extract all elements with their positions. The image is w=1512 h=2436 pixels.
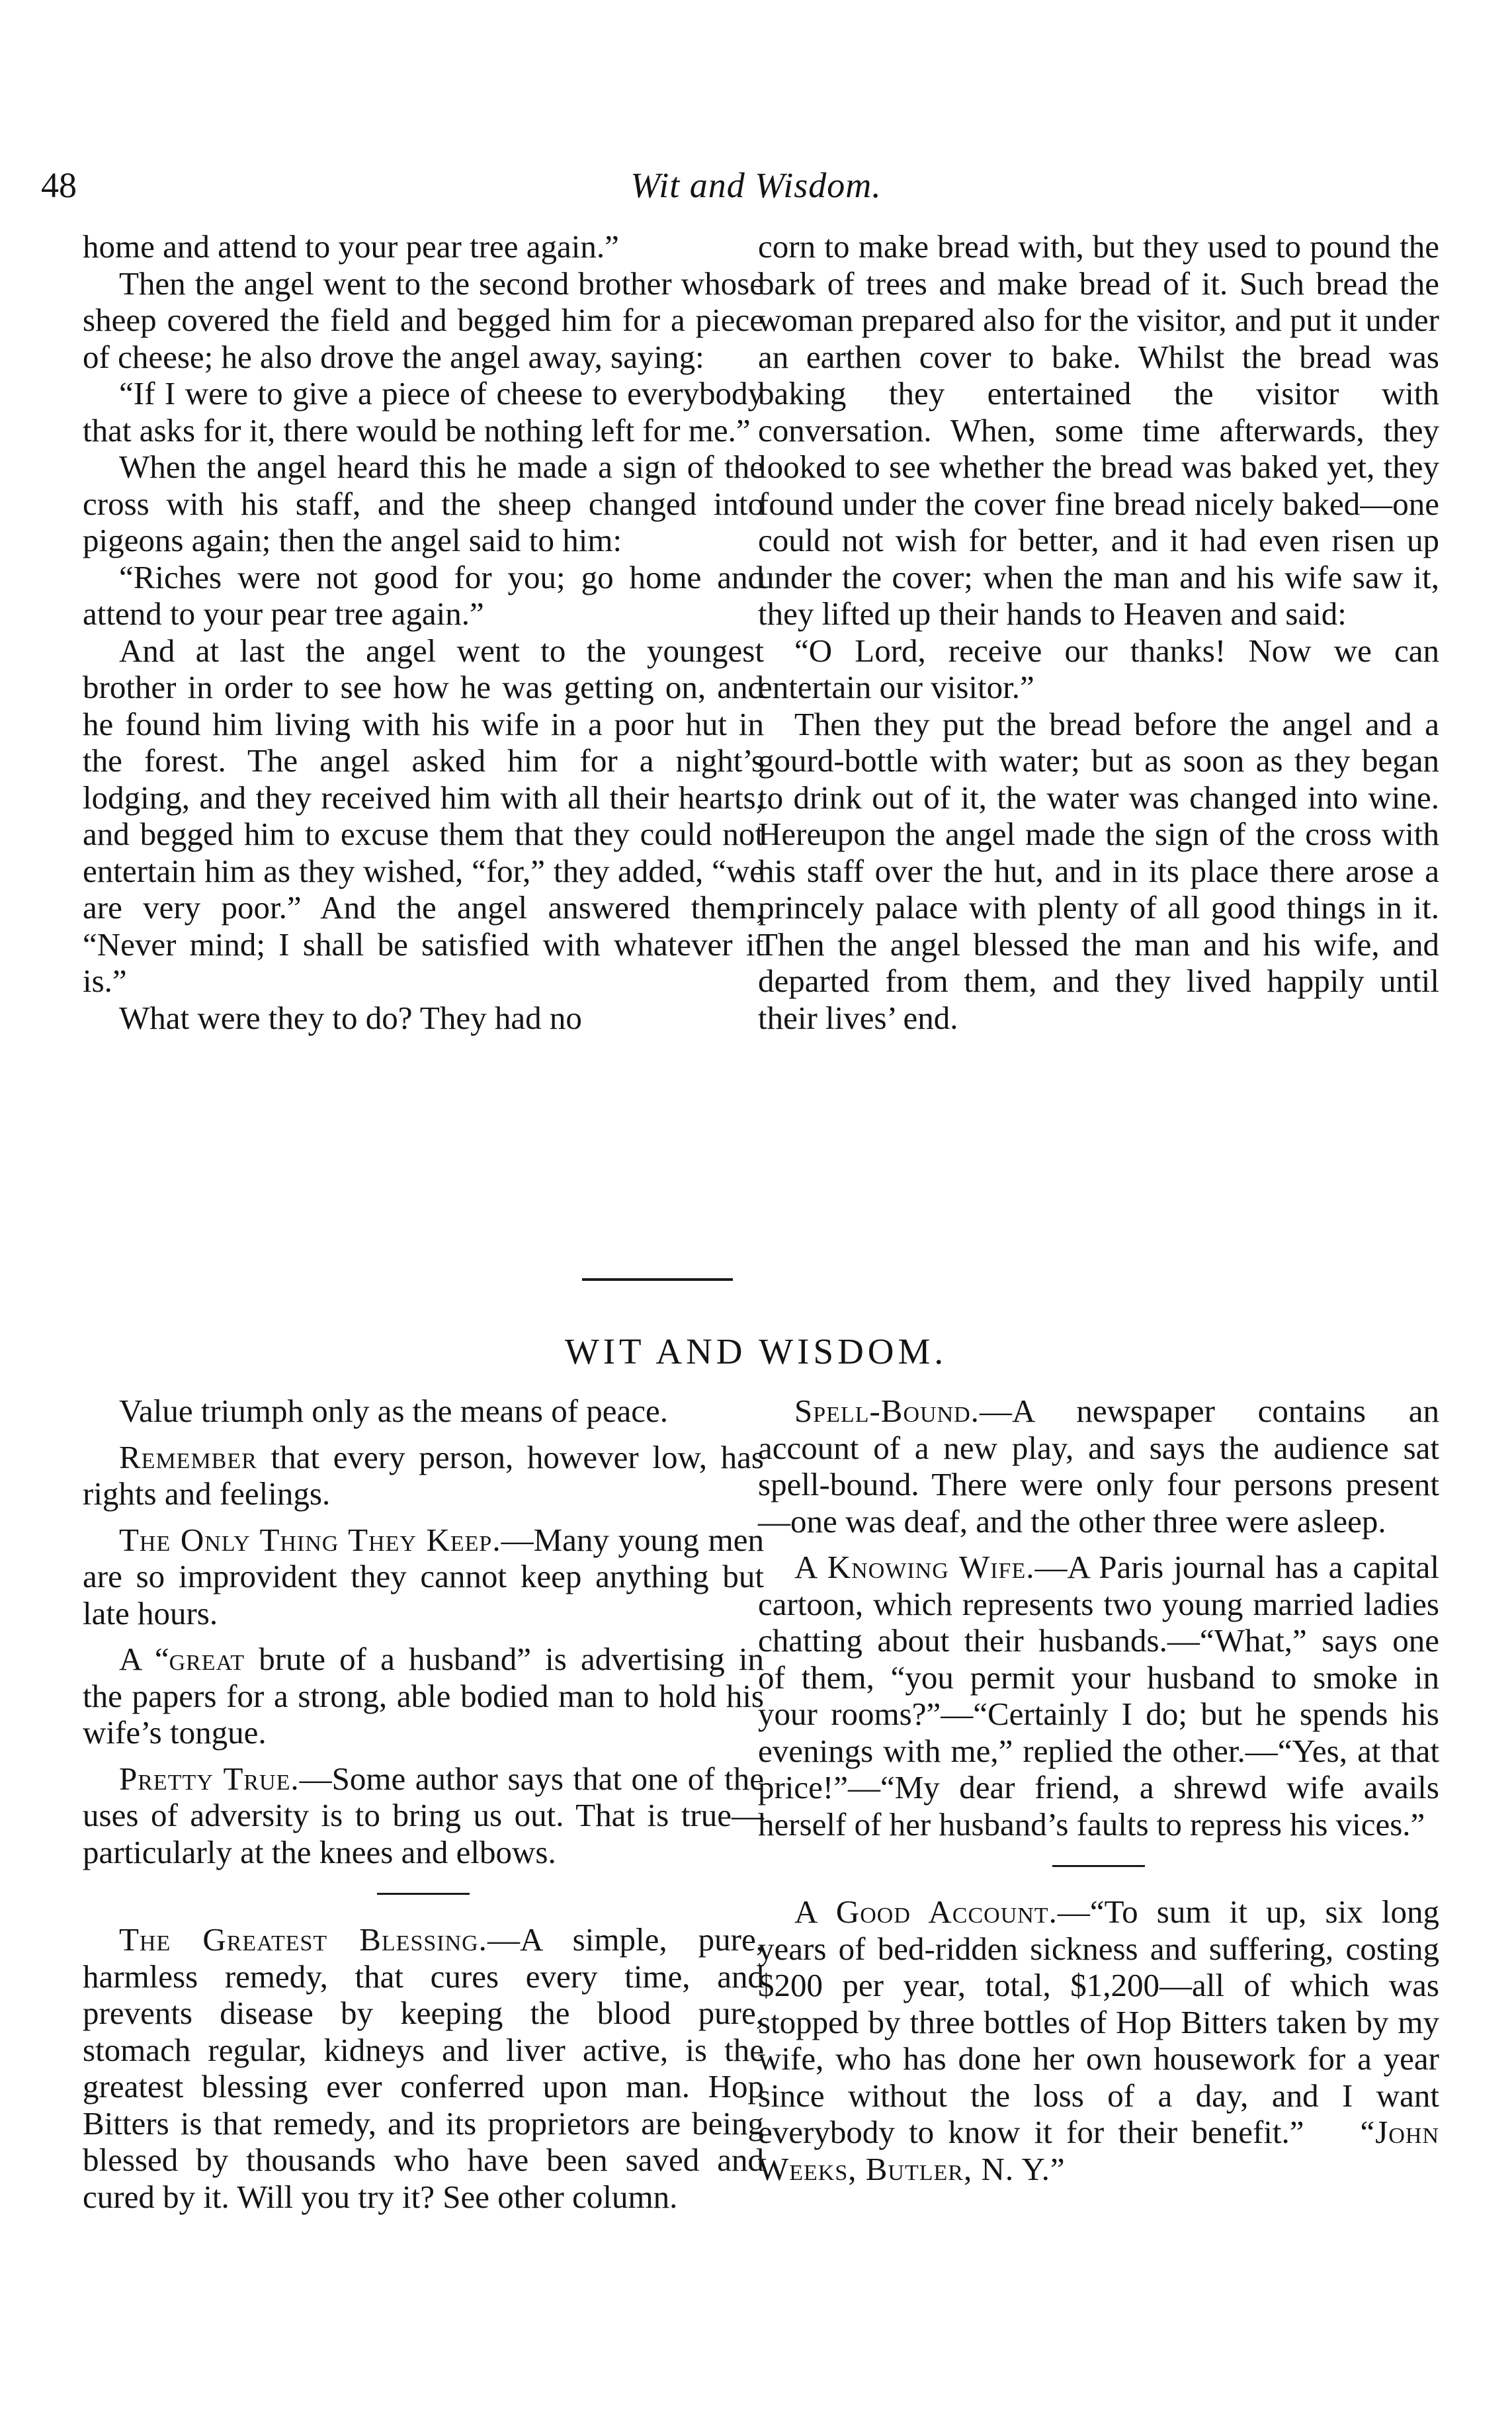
item-text: brute of a husband” is advertising in the papers for a strong, able bodied man to hold his wife’s tongue. xyxy=(83,1641,764,1751)
section-title: WIT AND WISDOM. xyxy=(564,1331,948,1371)
item-divider xyxy=(377,1893,470,1895)
story-paragraph: Then the angel went to the second brother whose sheep covered the field and begged him for a piece of cheese; he also drove the angel away, saying: xyxy=(83,265,764,375)
item-lead: Remember xyxy=(119,1438,257,1475)
item-open-quote: A “ xyxy=(119,1641,169,1677)
story-paragraph: “If I were to give a piece of cheese to everybody that asks for it, there would be nothing left for me.” xyxy=(83,375,764,449)
item-lead: A Knowing Wife. xyxy=(794,1549,1035,1585)
story-paragraph: And at last the angel went to the youngest brother in order to see how he was getting on, and he found him living with his wife in a poor hut in the forest. The angel asked him for a night’s lodging, and they received him with all their hearts, and begged him to excuse them that they could not entertain him as they wished, “for,” they added, “we are very poor.” And the angel answered them, “Never mind; I shall be satisfied with whatever it is.” xyxy=(83,632,764,999)
story-paragraph: home and attend to your pear tree again.” xyxy=(83,228,619,265)
wit-column-right xyxy=(758,1393,1439,2187)
story-paragraph: Then they put the bread before the angel and a gourd-bottle with water; but as soon as they began to drink out of it, the water was changed into wine. Hereupon the angel made the sign of the cross with his staff over the hut, and in its place there arose a princely palace with plenty of all good things in it. Then the angel blessed the man and his wife, and departed from them, and they lived happily until their lives’ end. xyxy=(758,705,1439,1036)
wit-column-left xyxy=(83,1393,764,2215)
running-title: Wit and Wisdom. xyxy=(630,165,882,205)
item-text: —“To sum it up, six long years of bed-ridden sickness and suffering, costing $200 per year, total, $1,200—all of which was stopped by three bottles of Hop Bitters taken by my wife, who has done her own housework for a year since without the loss of a day, and I want everybody to know it for their benefit.” xyxy=(758,1893,1439,2150)
item-signature: “John Weeks, Butler, N. Y.” xyxy=(758,2114,1439,2187)
item-lead: great xyxy=(169,1641,245,1677)
item-remember xyxy=(83,1439,764,1512)
item-greatest-blessing xyxy=(83,1921,764,2215)
item-lead: The Only Thing They Keep. xyxy=(119,1521,501,1558)
item-only-thing xyxy=(83,1522,764,1632)
item-text: —Many young men are so improvident they cannot keep anything but late hours. xyxy=(83,1521,764,1631)
item-knowing-wife xyxy=(758,1549,1439,1843)
item-text: —Some author says that one of the uses of adversity is to bring us out. That is true—particularly at the knees and elbows. xyxy=(83,1760,764,1870)
item-text: —A simple, pure, harmless remedy, that cures every time, and prevents disease by keeping the blood pure, stomach regular, kidneys and liver active, is the greatest blessing ever conferred upon man. Hop Bitters is that remedy, and its proprietors are being blessed by thousands who have been saved and cured by it. Will you try it? See other column. xyxy=(83,1921,764,2215)
story-paragraph: When the angel heard this he made a sign of the cross with his staff, and the sheep changed into pigeons again; then the angel said to him: xyxy=(83,449,764,558)
item-spell-bound xyxy=(758,1393,1439,1540)
item-lead: Spell-Bound. xyxy=(794,1393,980,1429)
story-column-right xyxy=(758,228,1439,1036)
page-header xyxy=(0,155,1512,215)
item-text: —A Paris journal has a capital cartoon, which represents two young married ladies chatting about their husbands.—“What,” says one of them, “you permit your husband to smoke in your rooms?”—“Certainly I do; but he spends his evenings with me,” replied the other.—“Yes, at that price!”—“My dear friend, a shrewd wife avails herself of her husband’s faults to repress his vices.” xyxy=(758,1549,1439,1843)
page-number: 48 xyxy=(41,165,77,205)
item-pretty-true xyxy=(83,1761,764,1871)
item-text: —A newspaper contains an account of a new play, and says the audience sat spell-bound. There were only four persons present—one was deaf, and the other three were asleep. xyxy=(758,1393,1439,1540)
item-divider xyxy=(1052,1865,1145,1867)
item-text: that every person, however low, has rights and feelings. xyxy=(83,1438,764,1512)
item-great-brute xyxy=(83,1641,764,1751)
story-paragraph: What were they to do? They had no xyxy=(119,999,582,1036)
story-paragraph: “O Lord, receive our thanks! Now we can entertain our visitor.” xyxy=(758,632,1439,705)
story-paragraph: “Riches were not good for you; go home and attend to your pear tree again.” xyxy=(83,558,764,632)
item-lead: Pretty True. xyxy=(119,1760,300,1797)
item-lead: A Good Account. xyxy=(794,1893,1058,1930)
item-value-triumph: Value triumph only as the means of peace. xyxy=(119,1393,669,1429)
item-lead: The Greatest Blessing. xyxy=(119,1921,487,1958)
section-divider xyxy=(582,1278,733,1281)
story-paragraph: corn to make bread with, but they used to pound the bark of trees and make bread of it. Such bread the woman prepared also for the visitor, and put it under an earthen cover to bake. Whilst the bread was baking they entertained the visitor with conversation. When, some time afterwards, they looked to see whether the bread was baked yet, they found under the cover fine bread nicely baked—one could not wish for better, and it had even risen up under the cover; when the man and his wife saw it, they lifted up their hands to Heaven and said: xyxy=(758,228,1439,632)
story-column-left xyxy=(83,228,764,1036)
item-good-account xyxy=(758,1893,1439,2187)
